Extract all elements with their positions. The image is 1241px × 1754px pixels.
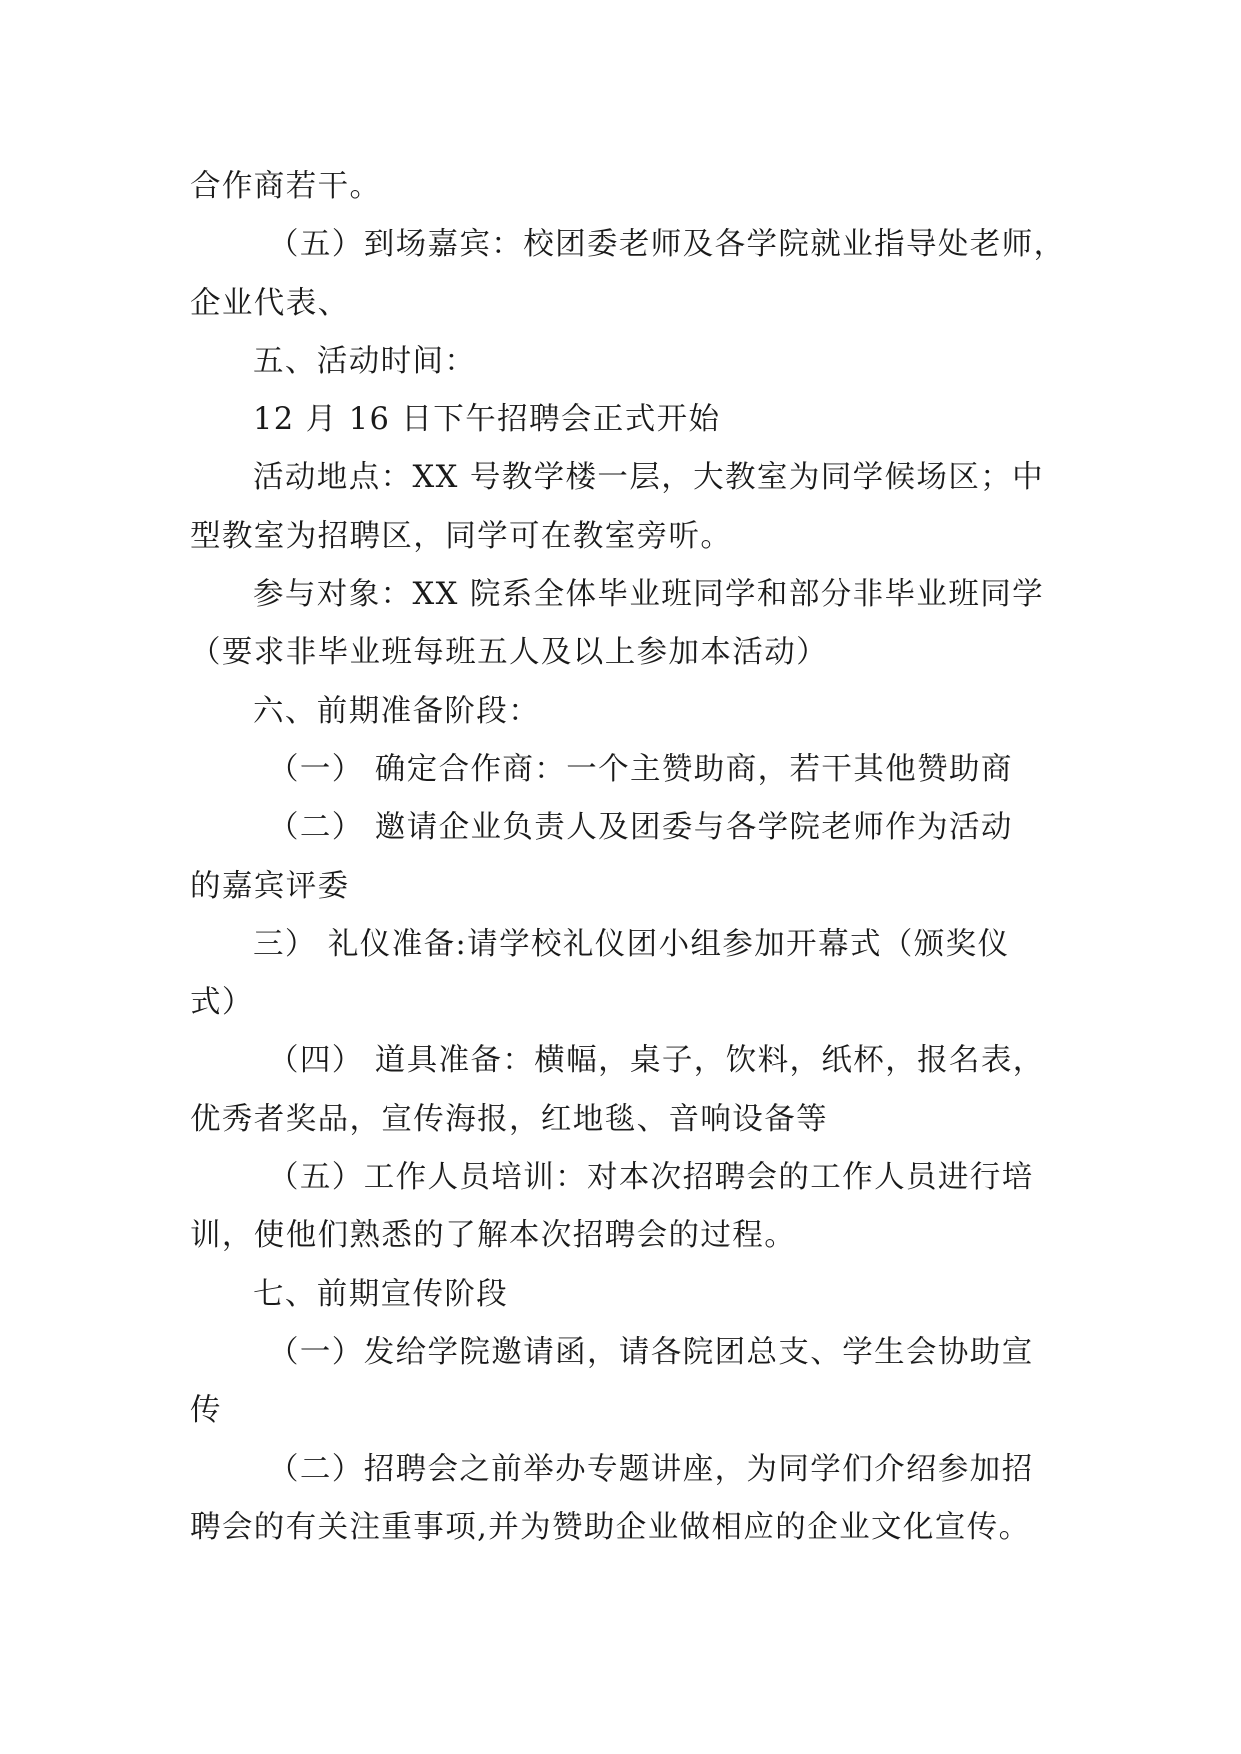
text-line: 的嘉宾评委 [190, 868, 350, 904]
section-heading: 五、活动时间： [253, 343, 477, 379]
document-body [190, 158, 1066, 1557]
text-line: 式） [190, 985, 254, 1021]
text-line: （二） 邀请企业负责人及团委与各学院老师作为活动 [268, 810, 1013, 846]
text-line: 训，使他们熟悉的了解本次招聘会的过程。 [190, 1218, 797, 1254]
text-line: 型教室为招聘区，同学可在教室旁听。 [190, 518, 733, 554]
text-line: （要求非毕业班每班五人及以上参加本活动） [190, 635, 828, 671]
section-heading: 六、前期准备阶段： [253, 693, 541, 729]
text-line: （二）招聘会之前举办专题讲座，为同学们介绍参加招 [268, 1451, 1034, 1487]
text-line: 企业代表、 [190, 285, 350, 321]
text-line: 传 [190, 1393, 222, 1429]
text-line: 活动地点：XX 号教学楼一层，大教室为同学候场区；中 [253, 460, 1045, 496]
text-line: 优秀者奖品，宣传海报，红地毯、音响设备等 [190, 1101, 828, 1137]
text-line: （五）到场嘉宾：校团委老师及各学院就业指导处老师， [268, 227, 1066, 263]
text-line: （一） 确定合作商：一个主赞助商，若干其他赞助商 [268, 751, 1013, 787]
text-line: 合作商若干。 [190, 169, 382, 204]
text-line: 三） 礼仪准备:请学校礼仪团小组参加开幕式（颁奖仪 [253, 926, 1010, 962]
section-heading: 七、前期宣传阶段 [253, 1276, 509, 1312]
text-line: （一）发给学院邀请函，请各院团总支、学生会协助宣 [268, 1334, 1034, 1370]
text-line: 聘会的有关注重事项,并为赞助企业做相应的企业文化宣传。 [190, 1509, 1031, 1545]
text-line: 12 月 16 日下午招聘会正式开始 [253, 402, 721, 438]
text-line: 参与对象：XX 院系全体毕业班同学和部分非毕业班同学 [253, 577, 1045, 613]
text-line: （四） 道具准备：横幅，桌子，饮料，纸杯，报名表， [268, 1043, 1045, 1079]
text-line: （五）工作人员培训：对本次招聘会的工作人员进行培 [268, 1160, 1034, 1196]
